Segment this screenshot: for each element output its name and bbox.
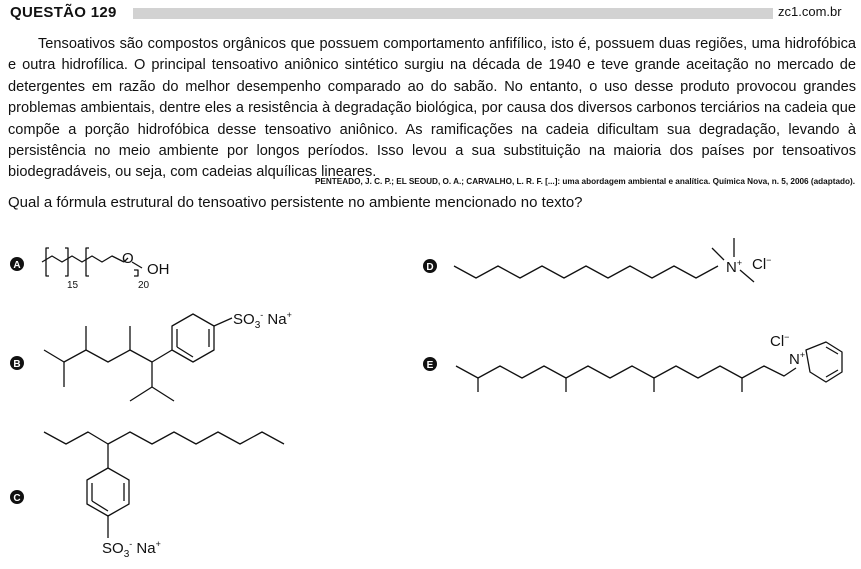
option-c[interactable] [10, 432, 284, 560]
option-d[interactable] [423, 238, 771, 282]
option-e-letter: E [426, 360, 434, 371]
passage-reference: PENTEADO, J. C. P.; EL SEOUD, O. A.; CARVALHO, L. R. F. [...]: uma abordagem ambiental e analítica. Química Nova, n. 5, 2006 (adaptado). [314, 177, 855, 186]
question-number: QUESTÃO 129 [10, 4, 117, 21]
option-a-oxygen: O [122, 250, 134, 267]
option-a-subscript-1: 15 [67, 280, 79, 291]
option-e-chloride: Cl− [770, 332, 790, 350]
option-a-letter: A [13, 260, 21, 271]
question-text: Qual a fórmula estrutural do tensoativo persistente no ambiente mencionado no texto? [8, 194, 583, 211]
option-d-structure [454, 238, 771, 282]
option-e-nitrogen: N+ [789, 350, 806, 368]
option-a-structure [42, 248, 170, 291]
option-d-chloride: Cl− [752, 255, 772, 273]
option-e[interactable] [423, 332, 842, 392]
site-label: zc1.com.br [778, 4, 842, 19]
option-c-structure [44, 432, 284, 560]
option-b-letter: B [13, 359, 21, 370]
option-b-sulfonate: $SO_3^-$ Na+ [233, 310, 292, 331]
option-c-letter: C [13, 493, 21, 504]
option-c-sulfonate: $SO_3^-$ Na+ [102, 539, 161, 560]
option-b[interactable] [10, 310, 292, 401]
option-a-subscript-2: 20 [138, 280, 150, 291]
option-d-letter: D [426, 262, 434, 273]
option-b-structure [44, 310, 292, 401]
option-d-nitrogen: N+ [726, 258, 743, 276]
passage-text: Tensoativos são compostos orgânicos que possuem comportamento anfifílico, isto é, possuem duas regiões, uma hidrofóbica e outra hidrofílica. O principal tensoativo aniônico sintético surgiu na década de 1940 e teve grande aceitação no mercado de detergentes em razão do melhor desempenho comparado ao do sabão. No entanto, o uso desse produto provocou grandes problemas ambientais, dentre eles a resistência à degradação biológica, por causa dos diversos carbonos terciários na cadeia que compõe a porção hidrofóbica desse tensoativo aniônico. As ramificações na cadeia dificultam sua degradação, levando à persistência no meio ambiente por longos períodos. Isso levou a sua substituição na maioria dos países por tensoativos biodegradáveis, ou seja, com cadeias alquílicas lineares. [8, 36, 856, 181]
option-a[interactable] [10, 248, 170, 291]
option-a-hydroxyl: OH [147, 261, 170, 278]
option-e-structure [456, 332, 842, 392]
